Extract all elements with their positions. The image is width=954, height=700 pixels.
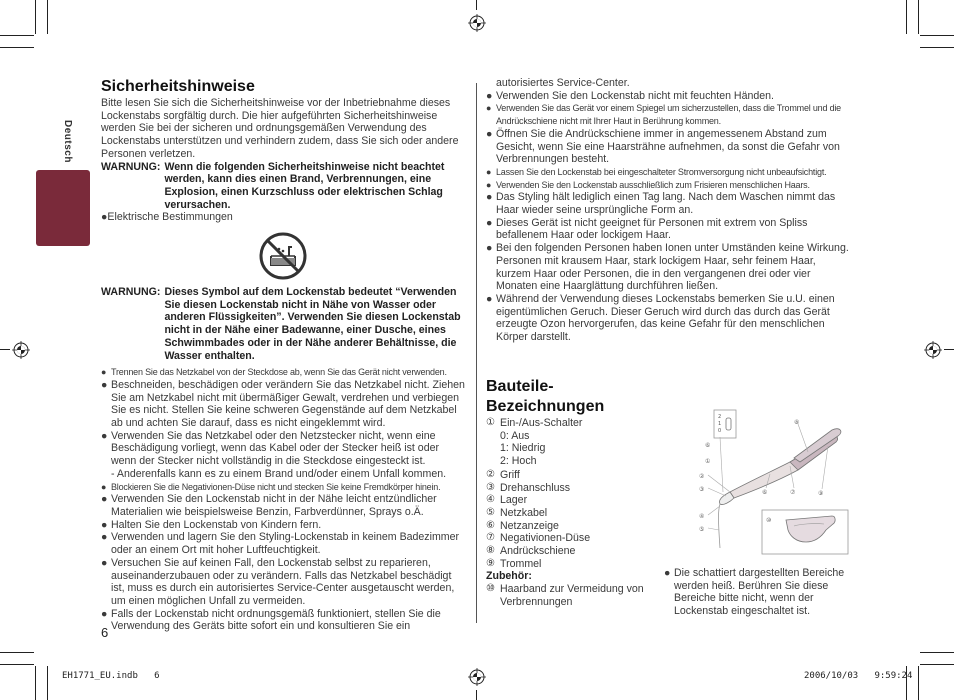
parts-item: ② Griff [486, 468, 520, 481]
switch-state: 2: Hoch [500, 455, 537, 468]
list-item: ● Versuchen Sie auf keinen Fall, den Lockenstab selbst zu reparieren, auseinanderzubauen oder zu verändern. Falls das Netzkabel beschädigt ist, muss es durch ein autorisiertes Service-Center ausgetauscht werden, um einen möglichen Unfall zu vermeiden. [101, 556, 455, 607]
warning-label: WARNUNG: [101, 286, 161, 299]
language-tab-marker [36, 170, 90, 246]
callout-label: ⑩ [766, 517, 772, 524]
crop-mark [920, 47, 954, 48]
list-item: ● Verwenden Sie den Lockenstab ausschließlich zum Frisieren menschlichen Haars. [486, 179, 810, 190]
crop-mark [0, 35, 34, 36]
crop-mark [476, 0, 477, 10]
parts-item: ⑨ Trommel [486, 557, 542, 570]
switch-mark: 2 [718, 414, 722, 420]
intro-paragraph: Bitte lesen Sie sich die Sicherheitshinweise vor der Inbetriebnahme dieses Lockenstabs sorgfältig durch. Die hier aufgeführten Sicherheitshinweise werden Sie bei der sicheren und ordnungsgemäßen Verwendung des Lockenstabs unterstützen und verhindern zudem, dass Sie sich oder andere Personen verletzen. [101, 97, 459, 160]
crop-mark [476, 690, 477, 700]
crop-mark [918, 666, 919, 700]
registration-target-icon [468, 14, 486, 32]
parts-item: ③ Drehanschluss [486, 481, 571, 494]
parts-item: ⑥ Netzanzeige [486, 519, 559, 532]
parts-item: ① Ein-/Aus-Schalter [486, 417, 583, 429]
crop-mark [906, 0, 907, 34]
callout-label: ⑤ [699, 526, 705, 533]
list-item: ● Das Styling hält lediglich einen Tag lang. Nach dem Waschen nimmt das Haar wieder seine ursprüngliche Form an. [486, 191, 836, 217]
page-number: 6 [101, 625, 109, 640]
warning-text: Wenn die folgenden Sicherheitshinweise nicht beachtet werden, kann dies einen Brand, Verbrennungen, eine Explosion, einen Kurzschluss oder elektrischen Schlag verursachen. [164, 160, 445, 211]
list-item: ● Falls der Lockenstab nicht ordnungsgemäß funktioniert, stellen Sie die Verwendung des Geräts bitte sofort ein und konsultieren Sie ein [101, 607, 441, 633]
crop-mark [920, 664, 954, 665]
crop-mark [944, 349, 954, 350]
callout-label: ⑧ [794, 419, 800, 426]
warning-text: Dieses Symbol auf dem Lockenstab bedeutet “Verwenden Sie diesen Lockenstab nicht in Nähe von Wasser oder anderen Flüssigkeiten”. Verwenden Sie diesen Lockenstab nicht in der Nähe einer Badewanne, einer Dusche, eines Schwimmbades oder in der Nähe anderer Behältnisse, die Wasser enthalten. [164, 286, 461, 362]
list-item: ● Trennen Sie das Netzkabel von der Steckdose ab, wenn Sie das Gerät nicht verwenden. [101, 367, 447, 378]
list-item: ● Lassen Sie den Lockenstab bei eingeschalteter Stromversorgung nicht unbeaufsichtigt. [486, 166, 827, 177]
crop-mark [918, 0, 919, 34]
no-water-icon [259, 232, 307, 284]
registration-target-icon [468, 668, 486, 686]
list-item: ● Während der Verwendung dieses Lockenstabs bemerken Sie u.U. einen eigentümlichen Geruch. Dieser Geruch wird durch das durch das Gerät erzeugte Ozon hervorgerufen, das keine Gefahr für den menschlichen Körper darstellt. [486, 292, 835, 344]
callout-label: ⑦ [790, 489, 796, 496]
list-item: ● Blockieren Sie die Negativionen-Düse nicht und stecken Sie keine Fremdkörper hinein. [101, 481, 441, 492]
crop-mark [35, 666, 36, 700]
crop-mark [0, 652, 34, 653]
section-title-safety: Sicherheitshinweise [101, 78, 255, 95]
crop-mark [0, 664, 34, 665]
parts-item: ④ Lager [486, 494, 528, 507]
footer-timestamp: 2006/10/03 9:59:24 [804, 671, 913, 681]
crop-mark [47, 666, 48, 700]
crop-mark [0, 47, 34, 48]
callout-label: ① [705, 458, 711, 465]
list-item: ● Verwenden und lagern Sie den Styling-Lockenstab in keinem Badezimmer oder an einem Ort mit hoher Luftfeuchtigkeit. [101, 531, 460, 557]
parts-section [486, 377, 666, 609]
parts-item: ⑧ Andrückschiene [486, 545, 576, 558]
crop-mark [35, 0, 36, 34]
parts-item: ⑤ Netzkabel [486, 506, 548, 519]
list-item: ● Verwenden Sie den Lockenstab nicht in der Nähe leicht entzündlicher Materialien wie beispielsweise Benzin, Farbverdünner, Sprays o.Ä. [101, 493, 437, 518]
switch-mark: 0 [718, 428, 722, 434]
section-title-parts: Bauteile-Bezeichnungen [486, 378, 605, 415]
right-column [486, 77, 852, 344]
list-item: ● Verwenden Sie den Lockenstab nicht mit feuchten Händen. [486, 89, 774, 102]
water-symbol-area [101, 224, 467, 286]
list-item: ● Dieses Gerät ist nicht geeignet für Personen mit extrem von Spliss befallenem Haar oder lockigem Haar. [486, 216, 808, 242]
curling-iron-diagram [690, 400, 860, 565]
accessory-label: Zubehör: [486, 570, 532, 583]
registration-target-icon [924, 341, 942, 359]
crop-mark [920, 652, 954, 653]
registration-target-icon [12, 341, 30, 359]
callout-label: ⑥ [705, 442, 711, 449]
list-item: ● Verwenden Sie das Netzkabel oder den Netzstecker nicht, wenn eine Beschädigung vorliegt, wenn das Kabel oder der Stecker heiß ist oder wenn der Stecker nicht vollständig in die Steckdose eingesteckt ist. [101, 429, 440, 468]
parts-item: ⑦ Negativionen-Düse [486, 532, 591, 545]
warning-block [101, 161, 467, 212]
list-item: ● Halten Sie den Lockenstab von Kindern fern. [101, 518, 322, 531]
crop-mark [47, 0, 48, 34]
continuation-text: autorisiertes Service-Center. [496, 77, 630, 89]
switch-mark: 1 [718, 421, 722, 427]
callout-label: ⑨ [818, 490, 824, 497]
switch-state: 0: Aus [500, 429, 530, 442]
crop-mark [920, 35, 954, 36]
list-item: ● Bei den folgenden Personen haben Ionen unter Umständen keine Wirkung. Personen mit krausem Haar, stark lockigem Haar, sehr feinem Haar, kurzem Haar oder Personen, die in den vergangenen drei oder vier Monaten eine Haarglättung durchführen ließen. [486, 242, 849, 293]
sub-note: - Anderenfalls kann es zu einem Brand und/oder einem Unfall kommen. [111, 467, 447, 480]
list-item: ● Verwenden Sie das Gerät vor einem Spiegel um sicherzustellen, dass die Trommel und die Andrückschiene nicht mit Ihrer Haut in Berührung kommen. [486, 103, 841, 127]
switch-state: 1: Niedrig [500, 442, 546, 455]
callout-label: ② [699, 473, 705, 480]
list-item: ● Öffnen Sie die Andrückschiene immer in angemessenem Abstand zum Gesicht, wenn Sie eine Haarsträhne aufnehmen, da sonst die Gefahr von Verbrennungen besteht. [486, 127, 840, 166]
warning-label: WARNUNG: [101, 160, 161, 173]
parts-item: ⑩ Haarband zur Vermeidung von Verbrennungen [486, 583, 644, 608]
hot-area-note: ● Die schattiert dargestellten Bereiche werden heiß. Berühren Sie diese Bereiche bitte nicht, wenn der Lockenstab eingeschaltet ist. [664, 567, 845, 618]
callout-label: ③ [699, 486, 705, 493]
crop-mark [0, 349, 10, 350]
column-divider [476, 83, 477, 623]
callout-label: ⑥ [762, 489, 768, 496]
list-item: ● Beschneiden, beschädigen oder verändern Sie das Netzkabel nicht. Ziehen Sie am Netzkabel nicht mit übermäßiger Gewalt, verdrehen und verbiegen Sie es nicht. Stellen Sie keine schweren Gegenstände auf dem Netzkabel ab und achten Sie darauf, dass es nicht eingeklemmt wird. [101, 378, 465, 430]
footer-file: EH1771_EU.indb 6 [62, 671, 160, 681]
language-tab-label: Deutsch [62, 120, 73, 163]
electrical-heading: ●Elektrische Bestimmungen [101, 211, 233, 224]
callout-label: ④ [699, 513, 705, 520]
left-column [101, 77, 467, 633]
warning-block [101, 286, 467, 362]
